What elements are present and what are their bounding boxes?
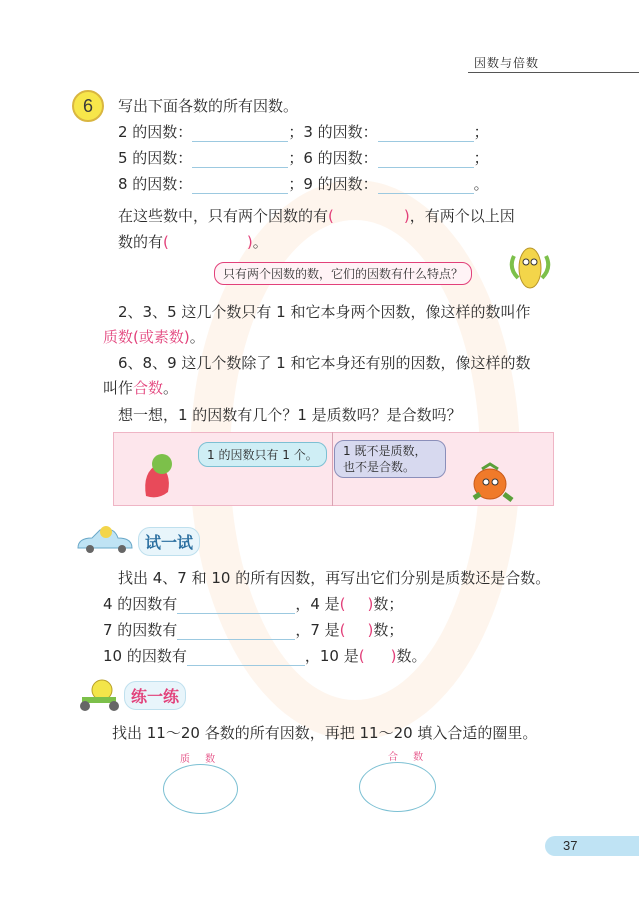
composite-definition-line2 [103, 378, 178, 398]
answer-blank[interactable] [192, 152, 288, 168]
factor-row [118, 174, 489, 194]
try-it-heading: 试一试 [138, 527, 200, 556]
speech-bubble-left: 1 的因数只有 1 个。 [198, 442, 327, 467]
composite-circle[interactable] [359, 762, 436, 812]
corn-mascot-icon [506, 238, 554, 294]
example-instruction: 写出下面各数的所有因数。 [118, 97, 299, 115]
open-paren: ( [163, 233, 169, 251]
close-paren: ) [403, 207, 410, 225]
answer-blank[interactable] [378, 126, 474, 142]
close-paren: ) [390, 647, 397, 665]
row-label: 6 的因数： [303, 149, 378, 167]
question-text: 在这些数中，只有两个因数的有 [118, 207, 329, 225]
try-it-row [103, 620, 403, 640]
question-line-1 [118, 206, 515, 226]
answer-blank[interactable] [192, 178, 288, 194]
prime-circle[interactable] [163, 764, 238, 814]
row-label: 10 的因数有 [103, 647, 187, 665]
tomato-character-icon [468, 460, 518, 504]
close-paren: ) [367, 595, 374, 613]
prime-definition-line2 [103, 327, 205, 347]
answer-blank[interactable] [378, 152, 474, 168]
composite-definition-line1: 6、8、9 这几个数除了 1 和它本身还有别的因数，像这样的数 [118, 354, 531, 372]
question-text: 数的有 [118, 233, 164, 251]
row-label: 5 的因数： [118, 149, 193, 167]
open-paren: ( [339, 621, 346, 639]
factor-row [118, 122, 489, 142]
radish-character-icon [138, 452, 178, 502]
answer-blank[interactable] [177, 624, 295, 640]
open-paren: ( [328, 207, 334, 225]
row-end: 数； [373, 595, 404, 613]
try-it-row [103, 594, 403, 614]
row-mid: ，7 是 [295, 621, 340, 639]
punct: ； [288, 123, 304, 141]
think-question: 想一想，1 的因数有几个？1 是质数吗？是合数吗？ [118, 406, 462, 424]
punct: 。 [252, 233, 268, 251]
try-it-instruction: 找出 4、7 和 10 的所有因数，再写出它们分别是质数还是合数。 [118, 569, 551, 587]
question-line-2 [118, 232, 268, 252]
chapter-title: 因数与倍数 [474, 56, 540, 70]
practice-instruction: 找出 11～20 各数的所有因数，再把 11～20 填入合适的圈里。 [112, 724, 538, 742]
speech-bubble-right: 1 既不是质数，也不是合数。 [334, 440, 446, 478]
answer-blank[interactable] [378, 178, 474, 194]
open-paren: ( [339, 595, 346, 613]
car-mascot-icon [74, 524, 136, 554]
prime-term: 质数(或素数) [103, 328, 190, 346]
factor-row [118, 148, 489, 168]
punct: ； [288, 175, 304, 193]
example-number-badge: 6 [72, 90, 104, 122]
row-label: 7 的因数有 [103, 621, 178, 639]
answer-blank[interactable] [192, 126, 288, 142]
close-paren: ) [367, 621, 374, 639]
punct: ； [288, 149, 304, 167]
prime-definition-line1: 2、3、5 这几个数只有 1 和它本身两个因数，像这样的数叫作 [118, 303, 531, 321]
try-it-row [103, 646, 426, 666]
header-divider [468, 72, 639, 73]
motorbike-mascot-icon [76, 678, 124, 712]
question-text: ，有两个以上因 [409, 207, 515, 225]
hint-bubble: 只有两个因数的数，它们的因数有什么特点？ [214, 262, 472, 285]
prime-circle-label: 质 数 [180, 754, 222, 765]
row-label: 3 的因数： [303, 123, 378, 141]
open-paren: ( [358, 647, 365, 665]
punct: 。 [163, 379, 179, 397]
answer-blank[interactable] [177, 598, 295, 614]
punct: ； [473, 123, 489, 141]
practice-heading: 练一练 [124, 681, 186, 710]
panel-divider [332, 432, 333, 506]
row-label: 9 的因数： [303, 175, 378, 193]
row-mid: ，10 是 [304, 647, 359, 665]
row-end: 数。 [396, 647, 427, 665]
row-label: 2 的因数： [118, 123, 193, 141]
composite-term: 合数 [133, 379, 164, 397]
row-end: 数； [373, 621, 404, 639]
answer-blank[interactable] [187, 650, 305, 666]
row-mid: ，4 是 [295, 595, 340, 613]
row-label: 8 的因数： [118, 175, 193, 193]
text: 叫作 [103, 379, 134, 397]
punct: 。 [189, 328, 205, 346]
punct: 。 [473, 175, 489, 193]
composite-circle-label: 合 数 [388, 752, 430, 763]
row-label: 4 的因数有 [103, 595, 178, 613]
punct: ； [473, 149, 489, 167]
page-number: 37 [545, 836, 639, 856]
close-paren: ) [246, 233, 253, 251]
